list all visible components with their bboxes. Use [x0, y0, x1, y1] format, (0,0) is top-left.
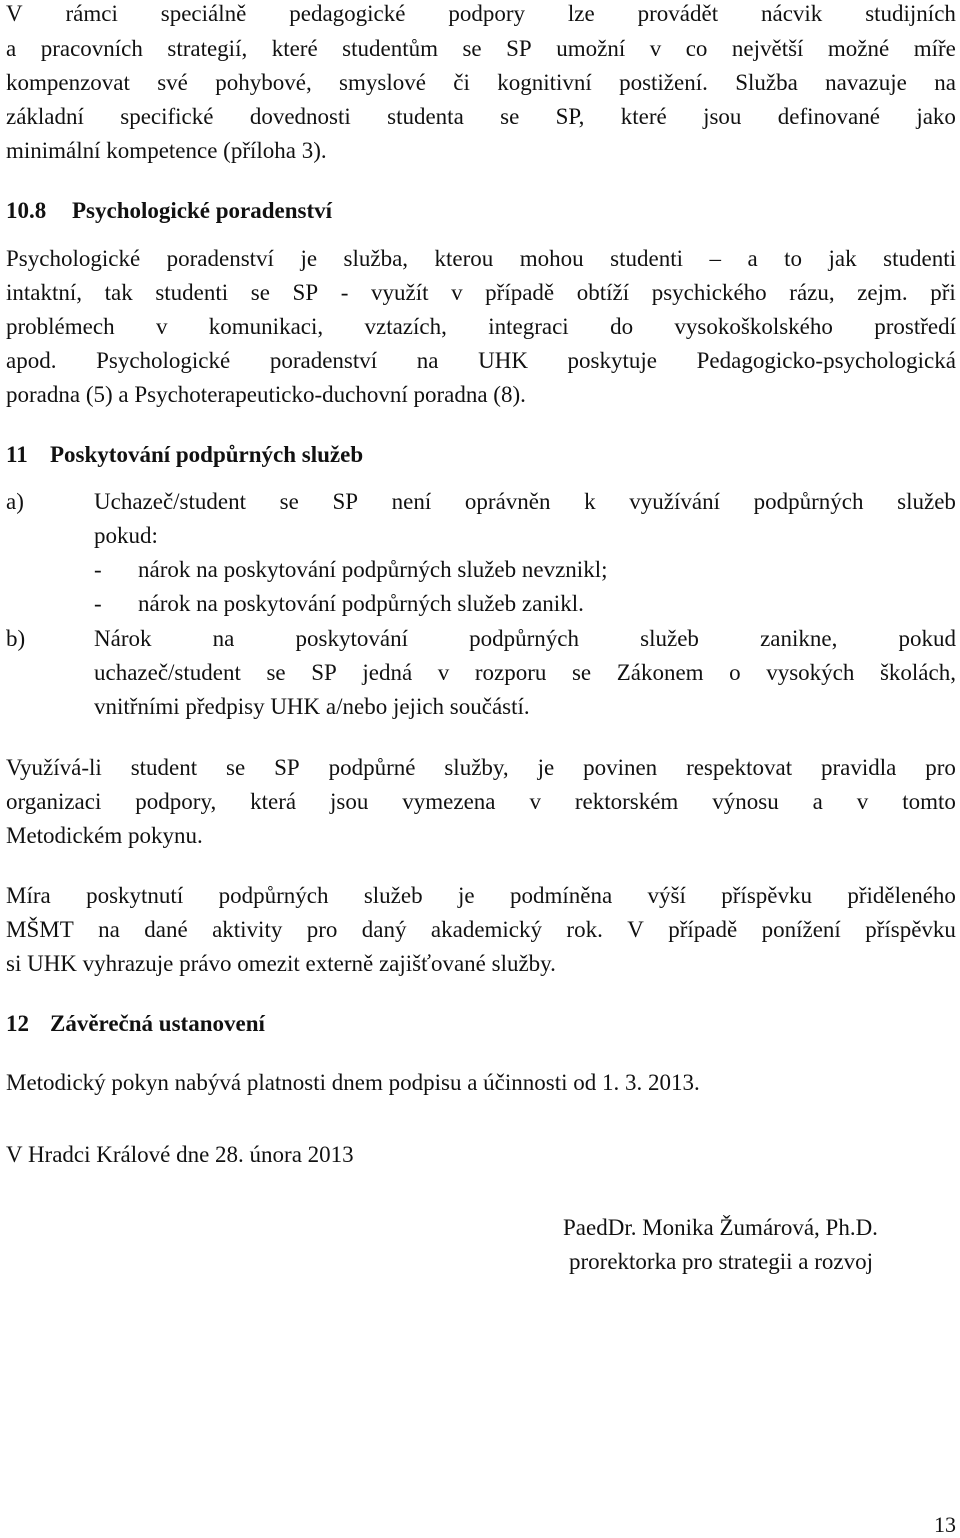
- word: smyslové: [339, 70, 426, 95]
- bullet-text: nárok na poskytování podpůrných služeb nevznikl;: [138, 557, 608, 582]
- word: podpory: [448, 1, 526, 26]
- word: SP: [332, 489, 359, 514]
- word: je: [537, 755, 555, 780]
- word: rámci: [65, 1, 118, 26]
- word: na: [212, 626, 235, 651]
- word: na: [98, 917, 120, 942]
- word: oprávněn: [464, 489, 551, 514]
- word: specifické: [120, 104, 214, 129]
- word: v: [155, 314, 168, 339]
- section-title: Závěrečná ustanovení: [50, 1011, 265, 1036]
- word: psychického: [651, 280, 767, 305]
- word: jako: [916, 104, 956, 129]
- word: pedagogické: [289, 1, 406, 26]
- list-item-line: pokud:: [94, 523, 158, 548]
- justified-line: [6, 751, 956, 785]
- section-12-text: Metodický pokyn nabývá platnosti dnem podpisu a účinnosti od 1. 3. 2013.: [6, 1070, 700, 1095]
- word: studentům: [342, 36, 438, 61]
- word: akademický: [430, 917, 543, 942]
- justified-line: [94, 622, 956, 656]
- paragraph-last-line: si UHK vyhrazuje právo omezit externě zajišťované služby.: [6, 951, 556, 976]
- word: v: [649, 36, 662, 61]
- word: kognitivní: [497, 70, 592, 95]
- word: povinen: [583, 755, 658, 780]
- word: kterou: [434, 246, 494, 271]
- word: a: [812, 789, 823, 814]
- word: při: [930, 280, 956, 305]
- word: se: [279, 489, 299, 514]
- word: poskytnutí: [86, 883, 184, 908]
- word: organizaci: [6, 789, 102, 814]
- word: jedná: [362, 660, 413, 685]
- word: aktivity: [212, 917, 283, 942]
- word: služeb: [640, 626, 699, 651]
- word: se: [226, 755, 246, 780]
- word: o: [729, 660, 741, 685]
- word: speciálně: [160, 1, 247, 26]
- section-number: 12: [6, 1011, 29, 1036]
- signature-role: prorektorka pro strategii a rozvoj: [569, 1249, 873, 1274]
- word: podpůrných: [469, 626, 579, 651]
- word: rok.: [566, 917, 603, 942]
- word: Míra: [6, 883, 51, 908]
- justified-line: [6, 879, 956, 913]
- word: student: [130, 755, 198, 780]
- bullet-dash: -: [94, 591, 102, 616]
- word: umožní: [556, 36, 626, 61]
- word: tak: [104, 280, 133, 305]
- word: podpůrné: [328, 755, 416, 780]
- word: v: [437, 660, 450, 685]
- word: Služba: [735, 70, 798, 95]
- justified-line: [6, 0, 956, 31]
- word: poradenství: [269, 348, 378, 373]
- word: vztazích,: [364, 314, 447, 339]
- word: lze: [567, 1, 595, 26]
- page-number: 13: [934, 1512, 956, 1537]
- word: služeb: [897, 489, 956, 514]
- section-heading-11: [6, 438, 956, 472]
- word: Nárok: [94, 626, 152, 651]
- word: problémech: [6, 314, 115, 339]
- bullet-line: [6, 553, 956, 587]
- list-label: b): [6, 626, 26, 651]
- word: MŠMT: [6, 917, 74, 942]
- word: SP,: [555, 104, 585, 129]
- paragraph-last-line: poradna (5) a Psychoterapeuticko-duchovní poradna (8).: [6, 382, 526, 407]
- word: Psychologické: [96, 348, 231, 373]
- section-number: 10.8: [6, 198, 47, 223]
- word: studijních: [865, 1, 956, 26]
- word: Pedagogicko-psychologická: [696, 348, 956, 373]
- word: vysokoškolského: [674, 314, 833, 339]
- word: využívání: [629, 489, 720, 514]
- word: pohybové,: [215, 70, 312, 95]
- word: případě: [485, 280, 555, 305]
- word: podpůrných: [218, 883, 329, 908]
- word: se: [571, 660, 592, 685]
- justified-line: [6, 242, 956, 276]
- word: SP: [311, 660, 337, 685]
- word: kompenzovat: [6, 70, 130, 95]
- justified-line: [6, 32, 956, 66]
- word: či: [453, 70, 470, 95]
- section-title: Poskytování podpůrných služeb: [50, 442, 364, 467]
- word: školách,: [879, 660, 956, 685]
- paragraph-last-line: Metodickém pokynu.: [6, 823, 203, 848]
- word: příspěvku: [865, 917, 956, 942]
- word: dané: [144, 917, 188, 942]
- word: pracovních: [40, 36, 143, 61]
- word: které: [620, 104, 667, 129]
- word: prostředí: [874, 314, 956, 339]
- word: zanikne,: [760, 626, 838, 651]
- signature-name: PaedDr. Monika Žumárová, Ph.D.: [563, 1215, 878, 1240]
- word: definované: [777, 104, 880, 129]
- word: to: [784, 246, 803, 271]
- word: podmíněna: [509, 883, 613, 908]
- bullet-text: nárok na poskytování podpůrných služeb zanikl.: [138, 591, 584, 616]
- word: své: [157, 70, 188, 95]
- word: jsou: [330, 789, 369, 814]
- word: pravidla: [820, 755, 897, 780]
- word: se: [266, 660, 286, 685]
- word: poradenství: [166, 246, 274, 271]
- word: se: [250, 280, 270, 305]
- section-title: Psychologické poradenství: [72, 198, 333, 223]
- word: respektovat: [686, 755, 793, 780]
- word: studenti: [610, 246, 683, 271]
- word: Využívá-li: [6, 755, 102, 780]
- word: využít: [370, 280, 429, 305]
- word: V: [627, 917, 644, 942]
- word: SP: [274, 755, 300, 780]
- word: jak: [828, 246, 857, 271]
- word: pro: [306, 917, 338, 942]
- word: obtíží: [576, 280, 630, 305]
- word: co: [685, 36, 708, 61]
- word: míře: [913, 36, 956, 61]
- word: se: [462, 36, 482, 61]
- word: rozporu: [474, 660, 547, 685]
- word: pokud: [898, 626, 956, 651]
- word: intaktní,: [6, 280, 83, 305]
- section-heading-12: [6, 1007, 956, 1041]
- place-and-date: V Hradci Králové dne 28. února 2013: [6, 1142, 354, 1167]
- word: vymezena: [402, 789, 496, 814]
- word: studenti: [155, 280, 229, 305]
- word: služba,: [343, 246, 409, 271]
- word: nácvik: [760, 1, 823, 26]
- word: k: [584, 489, 596, 514]
- word: služeb: [363, 883, 423, 908]
- word: rektorském: [574, 789, 679, 814]
- justified-line: [6, 785, 956, 819]
- word: tomto: [902, 789, 956, 814]
- section-number: 11: [6, 442, 28, 467]
- word: studenta: [387, 104, 464, 129]
- word: do: [610, 314, 634, 339]
- word: v: [856, 789, 869, 814]
- word: strategií,: [167, 36, 248, 61]
- word: výší: [647, 883, 686, 908]
- word: –: [709, 246, 721, 271]
- word: SP: [292, 280, 319, 305]
- word: není: [391, 489, 432, 514]
- justified-line: [94, 485, 956, 519]
- word: největší: [731, 36, 804, 61]
- bullet-dash: -: [94, 557, 102, 582]
- word: Uchazeč/student: [94, 489, 246, 514]
- word: studenti: [883, 246, 956, 271]
- word: příspěvku: [721, 883, 812, 908]
- justified-line: [6, 276, 956, 310]
- word: služby,: [444, 755, 509, 780]
- word: integraci: [488, 314, 569, 339]
- word: SP: [506, 36, 532, 61]
- word: daný: [361, 917, 407, 942]
- word: Zákonem: [616, 660, 704, 685]
- word: apod.: [6, 348, 57, 373]
- word: Psychologické: [6, 246, 141, 271]
- word: vysokých: [766, 660, 855, 685]
- word: poskytuje: [567, 348, 657, 373]
- word: a: [747, 246, 758, 271]
- word: na: [416, 348, 439, 373]
- word: v: [451, 280, 463, 305]
- word: na: [934, 70, 956, 95]
- word: uchazeč/student: [94, 660, 241, 685]
- word: navazuje: [825, 70, 907, 95]
- word: výnosu: [712, 789, 779, 814]
- word: postižení.: [619, 70, 708, 95]
- justified-line: [6, 310, 956, 344]
- section-heading-10-8: [6, 194, 956, 228]
- word: je: [300, 246, 318, 271]
- bullet-line: [6, 587, 956, 621]
- paragraph-last-line: minimální kompetence (příloha 3).: [6, 138, 327, 163]
- justified-line: [6, 100, 956, 134]
- word: mohou: [519, 246, 584, 271]
- word: zejm.: [857, 280, 908, 305]
- word: podpory,: [135, 789, 217, 814]
- word: ponížení: [761, 917, 841, 942]
- word: přiděleného: [847, 883, 956, 908]
- word: v: [529, 789, 541, 814]
- word: UHK: [478, 348, 528, 373]
- word: -: [340, 280, 349, 305]
- list-label: a): [6, 489, 24, 514]
- word: možné: [827, 36, 890, 61]
- word: jsou: [703, 104, 742, 129]
- word: se: [500, 104, 520, 129]
- word: pro: [925, 755, 956, 780]
- word: podpůrných: [753, 489, 864, 514]
- word: rázu,: [789, 280, 835, 305]
- justified-line: [6, 344, 956, 378]
- word: případě: [668, 917, 738, 942]
- word: poskytování: [295, 626, 408, 651]
- word: a: [6, 36, 17, 61]
- justified-line: [94, 656, 956, 690]
- word: dovednosti: [249, 104, 351, 129]
- word: V: [6, 1, 23, 26]
- word: provádět: [637, 1, 719, 26]
- word: je: [457, 883, 475, 908]
- word: která: [250, 789, 297, 814]
- justified-line: [6, 66, 956, 100]
- justified-line: [6, 913, 956, 947]
- word: základní: [6, 104, 84, 129]
- word: které: [271, 36, 318, 61]
- list-item-line: vnitřními předpisy UHK a/nebo jejich součástí.: [94, 694, 530, 719]
- word: komunikaci,: [208, 314, 324, 339]
